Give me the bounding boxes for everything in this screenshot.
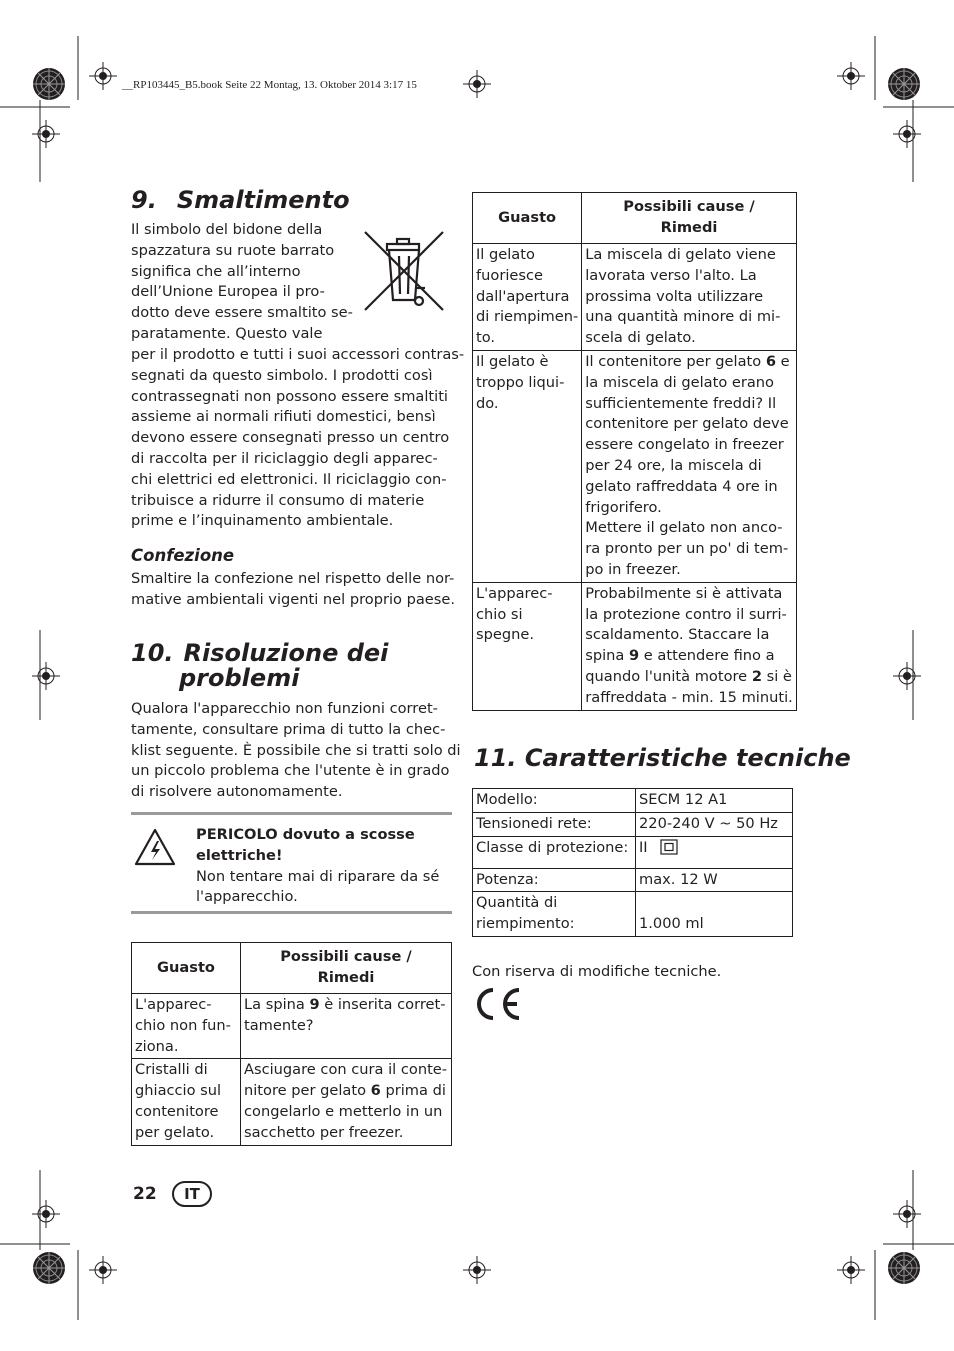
- remedy-cell: [241, 1059, 452, 1145]
- remedy-text: quando l'unità motore: [585, 667, 752, 685]
- part-number: 9: [629, 647, 640, 665]
- remedy-line: [244, 1060, 448, 1081]
- remedy-cell: [582, 244, 797, 351]
- remedy-text: tamente?: [244, 1016, 314, 1034]
- fault-line: do.: [476, 394, 499, 412]
- ce-mark-icon: [473, 986, 523, 1022]
- header-cause: Possibili cause / Rimedi: [582, 193, 797, 244]
- section-title-line2: problemi: [179, 664, 300, 692]
- text-line: di risolvere autonomamente.: [131, 783, 343, 801]
- remedy-text: La spina: [244, 996, 310, 1013]
- remedy-text: spina: [585, 647, 630, 665]
- part-number: 6: [765, 352, 776, 370]
- remedy-text: ra pronto per un po' di tem-: [585, 540, 789, 558]
- remedy-line: [585, 245, 793, 266]
- fault-line: ghiaccio sul: [135, 1082, 222, 1100]
- remedy-line: [585, 456, 793, 477]
- protection-class-text: II: [639, 838, 648, 856]
- page-number: 22: [133, 1184, 157, 1204]
- troubleshooting-table-right: [472, 192, 797, 711]
- double-insulation-icon: [660, 839, 678, 855]
- section-title-line1: Risoluzione dei: [183, 639, 389, 667]
- remedy-text: Asciugare con cura il conte-: [244, 1061, 448, 1079]
- fault-line: L'apparec-: [476, 584, 553, 602]
- fault-line: contenitore: [135, 1102, 219, 1120]
- remedy-line: [585, 352, 793, 373]
- remedy-text: lavorata verso l'alto. La: [585, 266, 757, 284]
- remedy-text: po in freezer.: [585, 560, 681, 578]
- fault-line: chio si: [476, 605, 523, 623]
- table-row: [132, 994, 452, 1059]
- remedy-line: [244, 1081, 448, 1102]
- spec-label: Classe di protezione:: [473, 836, 636, 868]
- spec-row: [473, 789, 793, 813]
- section-10-heading: [131, 641, 388, 691]
- remedy-line: [585, 287, 793, 308]
- warning-box: [196, 825, 439, 908]
- remedy-line: [585, 584, 793, 605]
- remedy-text: La miscela di gelato viene: [585, 246, 776, 263]
- text-line: klist seguente. È possibile che si tratti solo di: [131, 741, 461, 759]
- spec-value: max. 12 W: [636, 868, 793, 892]
- section-11-heading: 11. Caratteristiche tecniche: [474, 744, 851, 772]
- remedy-text: congelarlo e metterlo in un: [244, 1102, 443, 1120]
- table-row: [473, 582, 797, 710]
- text-line: dotto deve essere smaltito se-: [131, 304, 353, 322]
- text-line: mative ambientali vigenti nel proprio paese.: [131, 590, 455, 608]
- section-9-narrow-text: [131, 220, 353, 345]
- remedy-line: [244, 1123, 448, 1144]
- remedy-line: [585, 605, 793, 626]
- remedy-text: si è: [761, 667, 792, 685]
- remedy-text: una quantità minore di mi-: [585, 308, 781, 326]
- electric-hazard-icon: [133, 827, 177, 867]
- remedy-text: la protezione contro il surri-: [585, 605, 787, 623]
- text-line: prime e l’inquinamento ambientale.: [131, 512, 394, 530]
- fault-line: di riempimen-: [476, 308, 579, 326]
- remedy-line: [585, 688, 793, 709]
- part-number: 9: [309, 996, 320, 1013]
- remedy-text: gelato raffreddata 4 ore in: [585, 477, 778, 495]
- modification-note: Con riserva di modifiche tecniche.: [472, 963, 722, 980]
- remedy-line: [585, 667, 793, 688]
- fault-cell: [473, 244, 582, 351]
- text-line: tribuisce a ridurre il consumo di materie: [131, 491, 425, 509]
- table-header-row: [132, 943, 452, 994]
- fault-line: dall'apertura: [476, 287, 570, 305]
- remedy-line: [244, 995, 448, 1016]
- fault-line: Il gelato è: [476, 352, 549, 370]
- table-row: [473, 244, 797, 351]
- table-row: [132, 1059, 452, 1145]
- fault-line: troppo liqui-: [476, 373, 565, 391]
- text-line: per il prodotto e tutti i suoi accessori contras-: [131, 346, 465, 363]
- language-badge: IT: [172, 1181, 212, 1207]
- section-number: 9.: [131, 186, 157, 214]
- fault-cell: [473, 350, 582, 582]
- remedy-line: [585, 307, 793, 328]
- remedy-line: [585, 646, 793, 667]
- spec-label: Potenza:: [473, 868, 636, 892]
- remedy-text: sacchetto per freezer.: [244, 1123, 404, 1141]
- remedy-text: Il contenitore per gelato: [585, 352, 766, 370]
- fault-cell: [473, 582, 582, 710]
- fault-line: to.: [476, 329, 496, 347]
- warning-text-line2: l'apparecchio.: [196, 888, 298, 906]
- spec-value: 220-240 V ~ 50 Hz: [636, 812, 793, 836]
- remedy-line: [585, 435, 793, 456]
- fault-line: Cristalli di: [135, 1061, 208, 1079]
- remedy-text: scela di gelato.: [585, 329, 696, 347]
- spec-value: [636, 836, 793, 868]
- remedy-text: prima di: [380, 1082, 446, 1100]
- warning-bottom-rule: [131, 911, 452, 914]
- remedy-line: [585, 560, 793, 581]
- fault-line: chio non fun-: [135, 1016, 231, 1034]
- remedy-text: nitore per gelato: [244, 1082, 371, 1100]
- section-10-text: [131, 699, 461, 803]
- warning-title-line1: PERICOLO dovuto a scosse: [196, 826, 415, 843]
- text-line: segnati da questo simbolo. I prodotti così: [131, 366, 433, 384]
- remedy-line: [585, 373, 793, 394]
- troubleshooting-table-left: [131, 942, 452, 1146]
- remedy-text: è inserita corret-: [319, 996, 446, 1013]
- spec-row: [473, 868, 793, 892]
- text-line: dell’Unione Europea il pro-: [131, 283, 325, 301]
- spec-value: SECM 12 A1: [636, 789, 793, 813]
- remedy-text: frigorifero.: [585, 498, 662, 516]
- remedy-line: [585, 539, 793, 560]
- remedy-text: contenitore per gelato deve: [585, 415, 789, 433]
- warning-text-line1: Non tentare mai di riparare da sé: [196, 867, 440, 885]
- fault-line: ziona.: [135, 1037, 179, 1055]
- warning-title-line2: elettriche!: [196, 846, 283, 864]
- remedy-line: [585, 266, 793, 287]
- remedy-line: [585, 498, 793, 519]
- text-line: significa che all’interno: [131, 262, 301, 280]
- header-guasto: Guasto: [132, 943, 241, 994]
- text-line: chi elettrici ed elettronici. Il riciclaggio con-: [131, 470, 447, 488]
- remedy-text: e attendere fino a: [639, 647, 775, 665]
- section-number: 10.: [131, 639, 174, 667]
- remedy-text: prossima volta utilizzare: [585, 287, 764, 305]
- remedy-text: scaldamento. Staccare la: [585, 626, 770, 644]
- fault-line: per gelato.: [135, 1123, 215, 1141]
- fault-line: L'apparec-: [135, 996, 212, 1013]
- remedy-cell: [582, 350, 797, 582]
- fault-cell: [132, 1059, 241, 1145]
- remedy-line: [585, 328, 793, 349]
- text-line: tamente, consultare prima di tutto la chec-: [131, 720, 446, 738]
- text-line: Smaltire la confezione nel rispetto delle nor-: [131, 570, 455, 587]
- text-line: un piccolo problema che l'utente è in grado: [131, 762, 450, 780]
- remedy-text: raffreddata - min. 15 minuti.: [585, 688, 793, 706]
- text-line: di raccolta per il riciclaggio degli apparec-: [131, 449, 438, 467]
- section-9-heading: [131, 188, 350, 213]
- text-line: Qualora l'apparecchio non funzioni corret-: [131, 700, 438, 717]
- text-line: spazzatura su ruote barrato: [131, 241, 335, 259]
- remedy-line: [585, 518, 793, 539]
- section-title: Smaltimento: [176, 186, 350, 214]
- spec-label: Tensionedi rete:: [473, 812, 636, 836]
- part-number: 2: [751, 667, 762, 685]
- remedy-text: sufficientemente freddi? Il: [585, 394, 777, 412]
- confezione-text: [131, 569, 455, 611]
- text-line: paratamente. Questo vale: [131, 324, 323, 342]
- remedy-line: [585, 625, 793, 646]
- remedy-text: la miscela di gelato erano: [585, 373, 774, 391]
- header-guasto: Guasto: [473, 193, 582, 244]
- spec-value: 1.000 ml: [636, 892, 793, 937]
- section-9-wide-text: [131, 345, 464, 532]
- print-file-header: __RP103445_B5.book Seite 22 Montag, 13. Oktober 2014 3:17 15: [122, 79, 417, 91]
- fault-cell: [132, 994, 241, 1059]
- fault-line: Il gelato: [476, 246, 535, 263]
- remedy-line: [585, 394, 793, 415]
- remedy-cell: [241, 994, 452, 1059]
- fault-line: fuoriesce: [476, 266, 543, 284]
- text-line: devono essere consegnati presso un centro: [131, 429, 450, 447]
- remedy-text: Probabilmente si è attivata: [585, 584, 783, 602]
- confezione-subheading: Confezione: [131, 546, 235, 565]
- remedy-text: essere congelato in freezer: [585, 436, 784, 454]
- remedy-text: Mettere il gelato non anco-: [585, 519, 783, 537]
- spec-label: Quantità di riempimento:: [473, 892, 636, 937]
- spec-label: Modello:: [473, 789, 636, 813]
- header-cause: Possibili cause / Rimedi: [241, 943, 452, 994]
- warning-top-rule: [131, 812, 452, 815]
- remedy-text: e: [775, 352, 790, 370]
- text-line: assieme ai normali rifiuti domestici, bensì: [131, 408, 436, 426]
- part-number: 6: [370, 1082, 381, 1100]
- table-row: [473, 350, 797, 582]
- table-header-row: [473, 193, 797, 244]
- specs-table: [472, 788, 793, 937]
- fault-line: spegne.: [476, 626, 534, 644]
- text-line: Il simbolo del bidone della: [131, 221, 323, 238]
- remedy-line: [585, 477, 793, 498]
- remedy-line: [585, 414, 793, 435]
- remedy-line: [244, 1102, 448, 1123]
- text-line: contrassegnati non possono essere smaltiti: [131, 387, 448, 405]
- spec-row: [473, 892, 793, 937]
- remedy-text: per 24 ore, la miscela di: [585, 456, 762, 474]
- spec-row: [473, 812, 793, 836]
- crossed-bin-icon: [363, 230, 447, 314]
- remedy-cell: [582, 582, 797, 710]
- spec-row: [473, 836, 793, 868]
- remedy-line: [244, 1016, 448, 1037]
